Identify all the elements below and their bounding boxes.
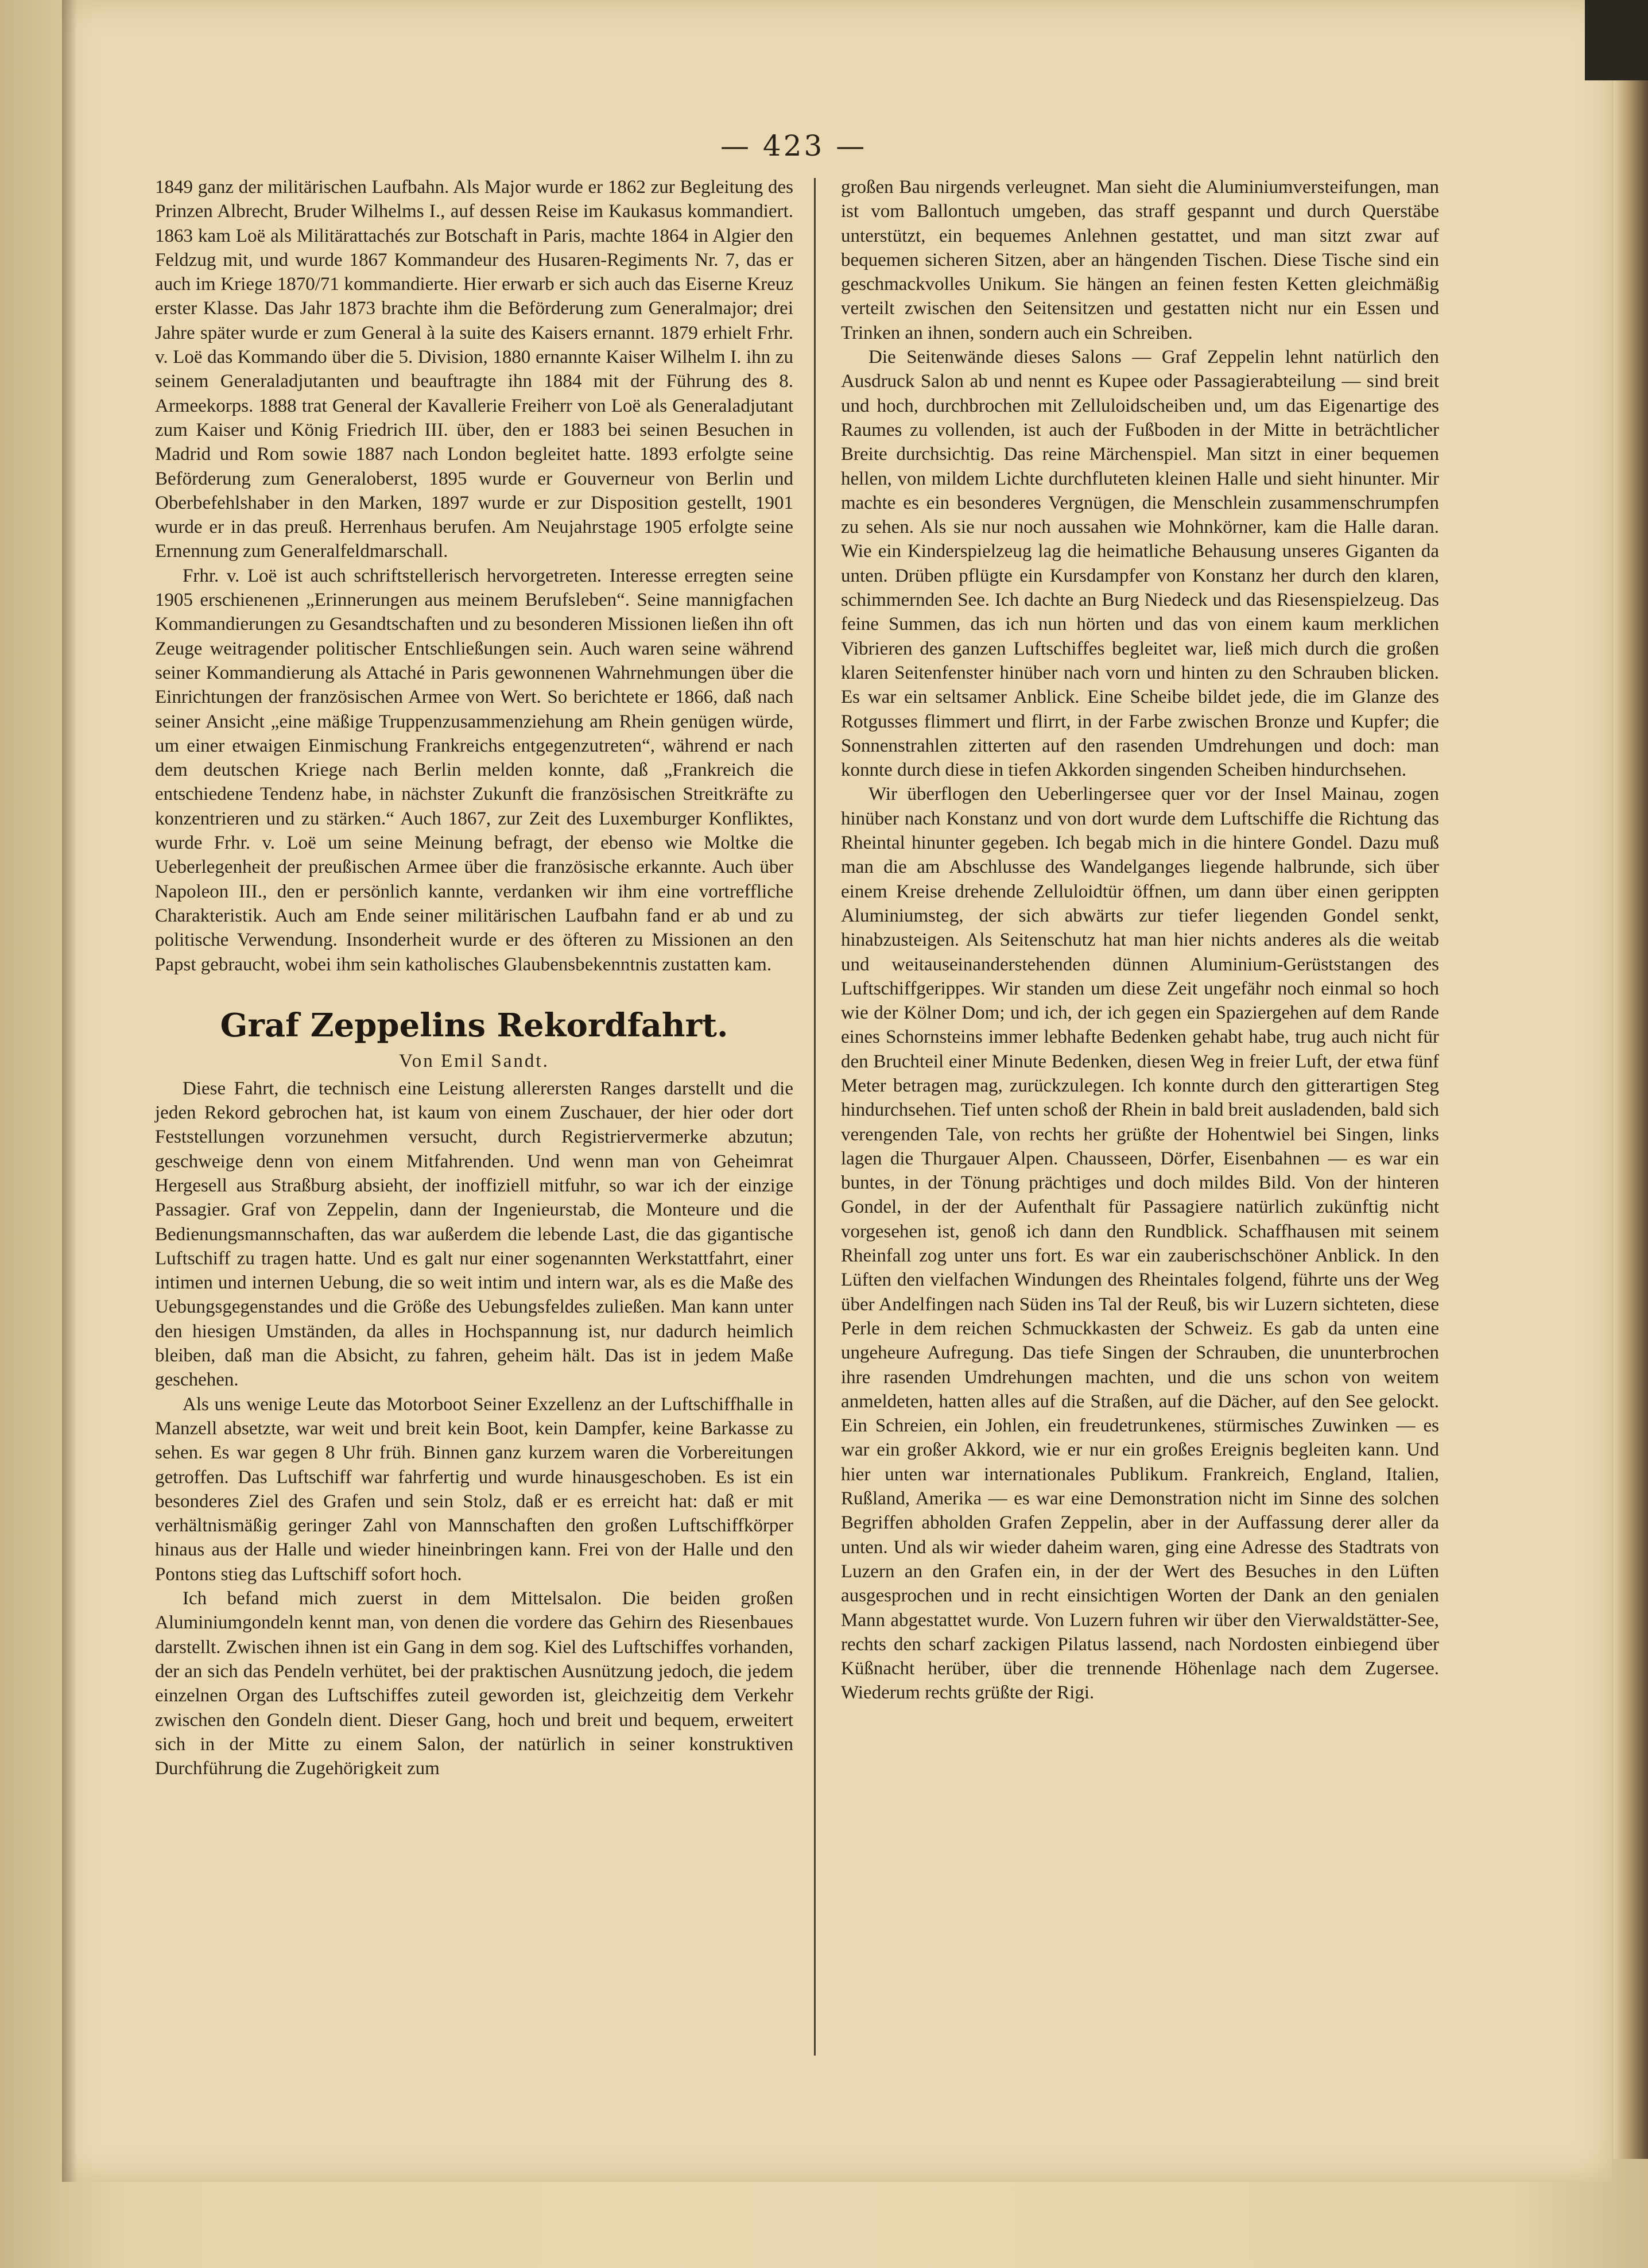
right-column — [841, 175, 1439, 1705]
left-column — [155, 175, 793, 1781]
paragraph: Diese Fahrt, die technisch eine Leistung allerersten Ranges darstellt und die jeden Rekord gebrochen hat, ist kaum von einem Zuschauer, der hier oder dort Feststellungen vorzunehmen versucht, durch Registriervermerke abzutun; geschweige denn von einem Mitfahrenden. Und wenn man von Geheimrat Hergesell aus Straßburg absieht, der inoffiziell mitfuhr, so war ich der einzige Passagier. Graf von Zeppelin, dann der Ingenieurstab, die Monteure und die Bedienungsmannschaften, das war außerdem die lebende Last, die das gigantische Luftschiff zu tragen hatte. Und es galt nur einer sogenannten Werkstattfahrt, einer intimen und internen Uebung, die so weit intim und intern war, als es die Maße des Uebungsgegenstandes und die Größe des Uebungsfeldes zuließen. Man kann unter den hiesigen Umständen, da alles in Hochspannung ist, nur dadurch heimlich bleiben, daß man die Absicht, zu fahren, geheim hält. Das ist in jedem Maße geschehen. — [155, 1078, 793, 1391]
paragraph: Ich befand mich zuerst in dem Mittelsalon. Die beiden großen Aluminiumgondeln kennt man, von denen die vordere das Gehirn des Riesenbaues darstellt. Zwischen ihnen ist ein Gang in dem sog. Kiel des Luftschiffes vorhanden, der an sich das Pendeln verhütet, bei der praktischen Ausnützung jedoch, die jedem einzelnen Organ des Luftschiffes zuteil geworden ist, gleichzeitig dem Verkehr zwischen den Gondeln dient. Dieser Gang, hoch und breit und bequem, erweitert sich in der Mitte zu einem Salon, der natürlich in seiner konstruktiven Durchführung die Zugehörigkeit zum — [155, 1588, 793, 1779]
dark-corner — [1585, 0, 1648, 80]
page-number: — 423 — — [720, 129, 867, 162]
article-byline: Von Emil Sandt. — [399, 1050, 549, 1071]
spine-shadow — [62, 0, 77, 2182]
paragraph: Die Seitenwände dieses Salons — Graf Zeppelin lehnt natürlich den Ausdruck Salon ab und nennt es Kupee oder Passagierabteilung — sind breit und hoch, durchbrochen mit Zelluloidscheiben und, um das Eigenartige des Raumes zu vollenden, ist auch der Fußboden in der Mitte in beträchtlicher Breite durchsichtig. Das reine Märchenspiel. Man sitzt in einer bequemen hellen, von mildem Lichte durchfluteten kleinen Halle und sieht hinunter. Mir machte es ein besonderes Vergnügen, die Menschlein zusammenschrumpfen zu sehen. Als sie nur noch aussahen wie Mohnkörner, kam die Halle daran. Wie ein Kinderspielzeug lag die heimatliche Behausung unseres Giganten da unten. Drüben pflügte ein Kursdampfer von Konstanz her durch den klaren, schimmernden See. Ich dachte an Burg Niedeck und das Riesenspielzeug. Das feine Summen, das ich nun hörten und das von einem kaum merklichen Vibrieren des ganzen Luftschiffes begleitet war, ließ mich durch die großen klaren Seitenfenster hinüber nach vorn und hinten zu den Schrauben blicken. Es war ein seltsamer Anblick. Eine Scheibe bildet jede, die im Glanze des Rotgusses flimmert und flirrt, in der Farbe zwischen Bronze und Kupfer; die Sonnenstrahlen zitterten auf den rasenden Umdrehungen und doch: man konnte durch diese in tiefen Akkorden singenden Scheiben hindurchsehen. — [841, 347, 1439, 781]
column-divider — [814, 178, 816, 2056]
page-edge — [1614, 80, 1648, 2159]
paragraph: Wir überflogen den Ueberlingersee quer vor der Insel Mainau, zogen hinüber nach Konstanz und von dort wurde dem Luftschiffe die Richtung das Rheintal hinunter gegeben. Ich begab mich in die hintere Gondel. Dazu muß man die am Abschlusse des Wandelganges liegende halbrunde, sich über einem Kreise drehende Zelluloidtür öffnen, um dann über einen gerippten Aluminiumsteg, der sich abwärts zur tiefer liegenden Gondel senkt, hinabzusteigen. Als Seitenschutz hat man hier nichts anderes als die weitab und weitauseinanderstehenden dünnen Aluminium-Gerüststangen des Luftschiffgerippes. Wir standen um diese Zeit ungefähr noch einmal so hoch wie der Kölner Dom; und ich, der ich gegen ein Spaziergehen auf dem Rande eines Schornsteins immer lebhafte Bedenken gehabt habe, trug auch nicht für den Bruchteil einer Minute Bedenken, diesen Weg in freier Luft, der etwa fünf Meter betragen mag, zurückzulegen. Ich konnte durch den gitterartigen Steg hindurchsehen. Tief unten schoß der Rhein in bald breit ausladenden, bald sich verengenden Tale, von rechts her grüßte der Hohentwiel bei Singen, links lagen die Thurgauer Alpen. Chausseen, Dörfer, Eisenbahnen — es war ein buntes, in der Tönung prächtiges und doch mildes Bild. Von der hinteren Gondel, in der der Aufenthalt für Passagiere natürlich zukünftig nicht vorgesehen ist, genoß ich dann den Rundblick. Schaffhausen mit seinem Rheinfall zog unter uns fort. Es war ein zauberischschöner Anblick. In den Lüften den vielfachen Windungen des Rheintales folgend, führte uns der Weg über Andelfingen nach Süden ins Tal der Reuß, bis wir Luzern sichteten, diese Perle in dem reichen Schmuckkasten der Schweiz. Es gab da unten eine ungeheure Aufregung. Das tiefe Singen der Schrauben, die ununterbrochen ihre rasenden Umdrehungen machten, und die uns schon von weitem anmeldeten, hatten alles auf die Straßen, auf die Dächer, auf den See gelockt. Ein Schreien, ein Johlen, ein freudetrunkenes, stürmisches Zuwinken — es war ein großer Akkord, wie er nur ein großes Ereignis begleiten kann. Und hier unten war internationales Publikum. Frankreich, England, Italien, Rußland, Amerika — es war eine Demonstration nicht im Sinne des solchen Begriffen abholden Grafen Zeppelin, aber in der Auffassung derer aller da unten. Und als wir wieder daheim waren, ging eine Adresse des Stadtrats von Luzern an den Grafen ein, in der der Wert des Besuches in den Lüften ausgesprochen und in recht einsichtigen Worten der Dank an den genialen Mann abgestattet wurde. Von Luzern fuhren wir über den Vierwaldstätter-See, rechts den scharf zackigen Pilatus lassend, nach Nordosten einbiegend über Küßnacht herüber, über die trennende Höhenlage nach dem Zugersee. Wiederum rechts grüßte der Rigi. — [841, 784, 1439, 1704]
paragraph: Frhr. v. Loë ist auch schriftstellerisch hervorgetreten. Interesse erregten seine 1905 erschienenen „Erinnerungen aus meinem Berufsleben“. Seine mannigfachen Kommandierungen zu Gesandtschaften und zu besonderen Missionen ließen ihn oft Zeuge weitragender politischer Entschließungen sein. Auch waren seine während seiner Kommandierung als Attaché in Paris gewonnenen Wahrnehmungen über die Einrichtungen der französischen Armee von Wert. So berichtete er 1866, daß nach seiner Ansicht „eine mäßige Truppenzusammenziehung am Rhein genügen würde, um einer etwaigen Einmischung Frankreichs entgegenzutreten“, während er nach dem deutschen Kriege nach Berlin melden konnte, daß „Frankreich die entschiedene Tendenz habe, in nächster Zukunft die französischen Streitkräfte zu konzentrieren und zu stärken.“ Auch 1867, zur Zeit des Luxemburger Konfliktes, wurde Frhr. v. Loë um seine Meinung befragt, der ebenso wie Moltke die Ueberlegenheit der preußischen Armee über die französische erkannte. Auch über Napoleon III., den er persönlich kannte, verdanken wir ihm eine vortreffliche Charakteristik. Auch am Ende seiner militärischen Laufbahn fand er ab und zu politische Verwendung. Insonderheit wurde er des öfteren zu Missionen an den Papst gebraucht, wobei ihm sein katholisches Glaubensbekenntnis zustatten kam. — [155, 565, 793, 975]
paragraph: 1849 ganz der militärischen Laufbahn. Als Major wurde er 1862 zur Begleitung des Prinzen Albrecht, Bruder Wilhelms I., auf dessen Reise im Kaukasus kommandiert. 1863 kam Loë als Militärattachés zur Botschaft in Paris, machte 1864 in Algier den Feldzug mit, und wurde 1867 Kommandeur des Husaren-Regiments Nr. 7, das er auch im Kriege 1870/71 kommandierte. Hier erwarb er sich auch das Eiserne Kreuz erster Klasse. Das Jahr 1873 brachte ihm die Beförderung zum Generalmajor; drei Jahre später wurde er zum General à la suite des Kaisers ernannt. 1879 erhielt Frhr. v. Loë das Kommando über die 5. Division, 1880 ernannte Kaiser Wilhelm I. ihn zu seinem Generaladjutanten und beauftragte ihn 1884 mit der Führung des 8. Armeekorps. 1888 trat General der Kavallerie Freiherr von Loë als Generaladjutant zum Kaiser und König Friedrich III. über, den er 1883 bei seinen Besuchen in Madrid und Rom sowie 1887 nach London begleitet hatte. 1893 erfolgte seine Beförderung zum Generaloberst, 1895 wurde er Gouverneur von Berlin und Oberbefehlshaber in den Marken, 1897 wurde er zur Disposition gestellt, 1901 wurde er in das preuß. Herrenhaus berufen. Am Neujahrstage 1905 erfolgte seine Ernennung zum Generalfeldmarschall. — [155, 177, 793, 562]
paragraph: Als uns wenige Leute das Motorboot Seiner Exzellenz an der Luftschiffhalle in Manzell absetzte, war weit und breit kein Boot, kein Dampfer, keine Barkasse zu sehen. Es war gegen 8 Uhr früh. Binnen ganz kurzem waren die Vorbereitungen getroffen. Das Luftschiff war fahrfertig und wurde hinausgeschoben. Es ist ein besonderes Ziel des Grafen und sein Stolz, daß er es erreicht hat: daß er mit verhältnismäßig geringer Zahl von Mannschaften den großen Luftschiffkörper hinaus aus der Halle und wieder hineinbringen kann. Frei von der Halle und den Pontons stieg das Luftschiff sofort hoch. — [155, 1394, 793, 1585]
paragraph: großen Bau nirgends verleugnet. Man sieht die Aluminiumversteifungen, man ist vom Ballontuch umgeben, das straff gespannt und durch Querstäbe unterstützt, ein bequemes Anlehnen gestattet, und man sitzt zwar auf bequemen sicheren Sitzen, aber an hängenden Tischen. Diese Tische sind ein geschmackvolles Unikum. Sie hängen an feinen festen Ketten gleichmäßig verteilt zwischen den Seitensitzen und gestatten nicht nur ein Essen und Trinken an ihnen, sondern auch ein Schreiben. — [841, 177, 1439, 343]
article-title: Graf Zeppelins Rekordfahrt. — [220, 1006, 728, 1044]
